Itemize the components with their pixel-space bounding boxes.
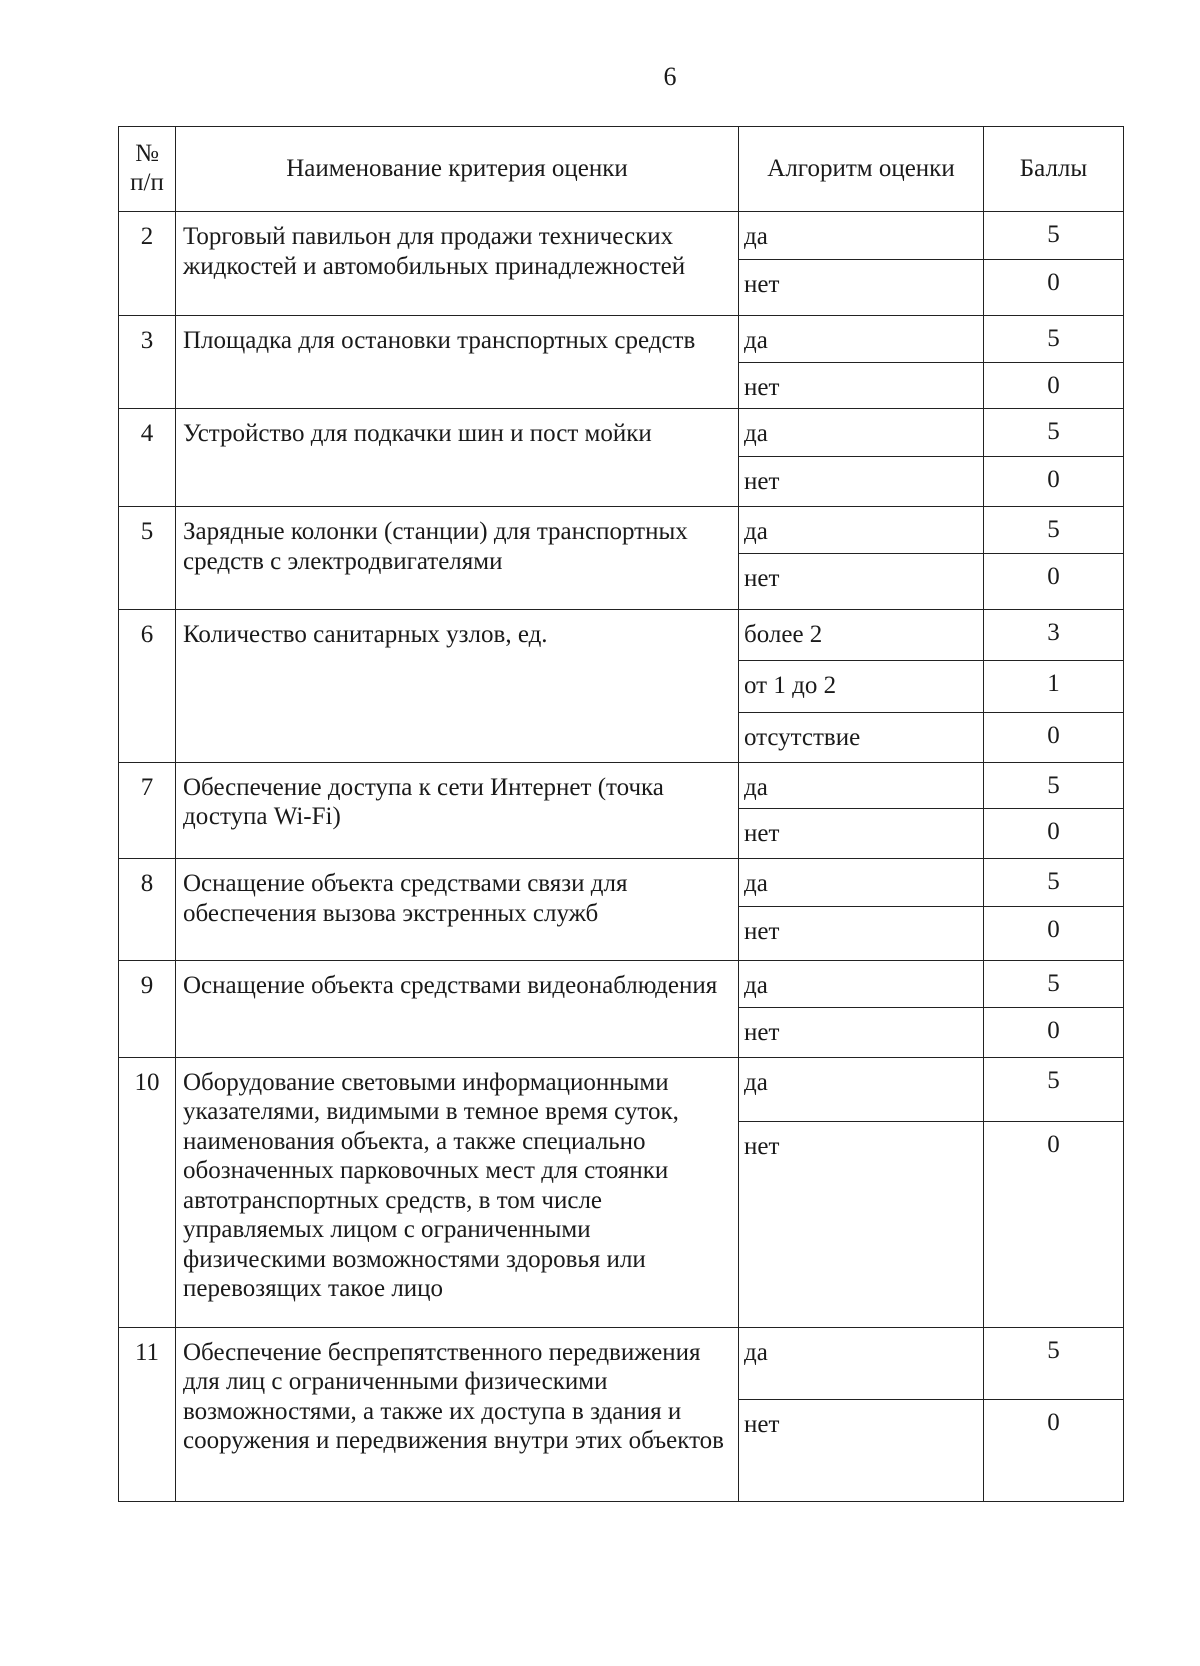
- criterion-number: 2: [119, 212, 176, 316]
- criterion-number: 4: [119, 409, 176, 507]
- evaluation-option: от 1 до 2: [739, 660, 984, 712]
- criterion-name: Обеспечение беспрепятственного передвижения для лиц с ограниченными физическими возможностями, а также их доступа в здания и сооружения и передвижения внутри этих объектов: [176, 1327, 739, 1501]
- table-row: [119, 1327, 1124, 1399]
- evaluation-option: нет: [739, 809, 984, 859]
- criterion-name: Устройство для подкачки шин и пост мойки: [176, 409, 739, 507]
- points-value: 0: [984, 1399, 1124, 1501]
- criterion-name: Площадка для остановки транспортных средств: [176, 316, 739, 409]
- table-row: [119, 859, 1124, 907]
- criterion-number: 9: [119, 961, 176, 1058]
- header-number: № п/п: [119, 127, 176, 212]
- evaluation-option: да: [739, 507, 984, 554]
- criterion-number: 11: [119, 1327, 176, 1501]
- points-value: 0: [984, 907, 1124, 961]
- points-value: 0: [984, 1007, 1124, 1057]
- evaluation-option: нет: [739, 457, 984, 507]
- criterion-name: Количество санитарных узлов, ед.: [176, 609, 739, 762]
- criteria-table: [118, 126, 1124, 1502]
- evaluation-option: нет: [739, 260, 984, 316]
- table-row: [119, 316, 1124, 363]
- evaluation-option: да: [739, 409, 984, 457]
- evaluation-option: да: [739, 1057, 984, 1121]
- points-value: 0: [984, 553, 1124, 609]
- evaluation-option: отсутствие: [739, 712, 984, 762]
- points-value: 0: [984, 712, 1124, 762]
- criterion-name: Обеспечение доступа к сети Интернет (точка доступа Wi-Fi): [176, 762, 739, 859]
- table-row: [119, 212, 1124, 260]
- points-value: 0: [984, 260, 1124, 316]
- evaluation-option: да: [739, 961, 984, 1008]
- points-value: 1: [984, 660, 1124, 712]
- criterion-number: 3: [119, 316, 176, 409]
- criterion-number: 8: [119, 859, 176, 961]
- points-value: 5: [984, 409, 1124, 457]
- evaluation-option: нет: [739, 1121, 984, 1327]
- points-value: 5: [984, 316, 1124, 363]
- evaluation-option: да: [739, 762, 984, 809]
- points-value: 5: [984, 1057, 1124, 1121]
- criterion-name: Оснащение объекта средствами видеонаблюдения: [176, 961, 739, 1058]
- evaluation-option: нет: [739, 907, 984, 961]
- page-number: 6: [663, 62, 677, 91]
- points-value: 5: [984, 507, 1124, 554]
- points-value: 0: [984, 1121, 1124, 1327]
- points-value: 5: [984, 859, 1124, 907]
- evaluation-option: более 2: [739, 609, 984, 660]
- points-value: 5: [984, 212, 1124, 260]
- header-algorithm: Алгоритм оценки: [739, 127, 984, 212]
- table-row: [119, 961, 1124, 1008]
- points-value: 0: [984, 457, 1124, 507]
- points-value: 5: [984, 762, 1124, 809]
- evaluation-option: да: [739, 212, 984, 260]
- table-row: [119, 762, 1124, 809]
- evaluation-option: нет: [739, 1007, 984, 1057]
- table-row: [119, 609, 1124, 660]
- points-value: 0: [984, 809, 1124, 859]
- evaluation-option: нет: [739, 1399, 984, 1501]
- evaluation-option: да: [739, 859, 984, 907]
- criterion-number: 10: [119, 1057, 176, 1327]
- points-value: 5: [984, 961, 1124, 1008]
- table-header-row: [119, 127, 1124, 212]
- table-body: [119, 212, 1124, 1502]
- table-row: [119, 409, 1124, 457]
- criterion-name: Оборудование световыми информационными указателями, видимыми в темное время суток, наименования объекта, а также специально обозначенных парковочных мест для стоянки автотранспортных средств, в том числе управляемых лицом с ограниченными физическими возможностями здоровья или перевозящих такое лицо: [176, 1057, 739, 1327]
- criterion-name: Зарядные колонки (станции) для транспортных средств с электродвигателями: [176, 507, 739, 610]
- points-value: 0: [984, 362, 1124, 409]
- table-row: [119, 1057, 1124, 1121]
- evaluation-option: да: [739, 316, 984, 363]
- criterion-number: 7: [119, 762, 176, 859]
- evaluation-option: нет: [739, 553, 984, 609]
- points-value: 5: [984, 1327, 1124, 1399]
- header-points: Баллы: [984, 127, 1124, 212]
- header-criterion-name: Наименование критерия оценки: [176, 127, 739, 212]
- criterion-number: 6: [119, 609, 176, 762]
- evaluation-option: да: [739, 1327, 984, 1399]
- points-value: 3: [984, 609, 1124, 660]
- criterion-number: 5: [119, 507, 176, 610]
- evaluation-option: нет: [739, 362, 984, 409]
- criterion-name: Торговый павильон для продажи технических жидкостей и автомобильных принадлежностей: [176, 212, 739, 316]
- table-row: [119, 507, 1124, 554]
- criterion-name: Оснащение объекта средствами связи для обеспечения вызова экстренных служб: [176, 859, 739, 961]
